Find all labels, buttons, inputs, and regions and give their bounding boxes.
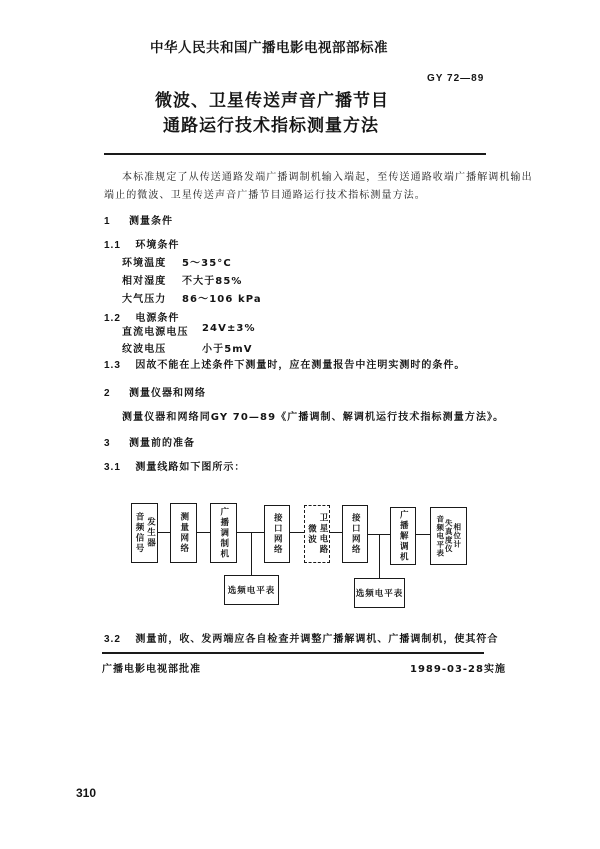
section-number: 2: [104, 388, 111, 399]
selective-level-meter-left: 选频电平表: [224, 575, 279, 605]
audio-signal-generator-box: [131, 503, 158, 563]
connector-line: [290, 532, 304, 533]
box-label: 音频电平表: [435, 514, 445, 558]
box-label: 相位计: [452, 523, 462, 549]
pressure-label: 大气压力: [122, 294, 167, 305]
section-3-1: [104, 458, 245, 473]
connector-line: [197, 532, 210, 533]
humidity-label: 相对湿度: [122, 276, 167, 287]
section-1-3: [104, 356, 465, 371]
box-label: 测量网络: [178, 512, 189, 554]
dc-voltage-label: 直流电源电压: [122, 327, 189, 338]
tap-line-right: [379, 534, 380, 578]
effective-date: 1989-03-28实施: [410, 664, 506, 675]
box-label: 发生器: [145, 517, 156, 549]
section-title: 测量条件: [129, 216, 174, 227]
section-1-2-heading: [104, 309, 179, 324]
broadcast-modulator-box: [210, 503, 237, 563]
section-3-heading: [104, 434, 195, 449]
box-label: 广播解调机: [398, 509, 409, 563]
section-number: 1.2: [104, 313, 121, 324]
connector-line: [416, 534, 430, 535]
document-title-line-2: 通路运行技术指标测量方法: [163, 116, 379, 136]
section-number: 3.1: [104, 462, 121, 473]
section-title: 测量前的准备: [129, 438, 196, 449]
section-title: 测量仪器和网络: [129, 388, 207, 399]
section-2-text: 测量仪器和网络同GY 70—89《广播调制、解调机运行技术指标测量方法》。: [122, 412, 505, 423]
section-number: 1: [104, 216, 111, 227]
intro-line-2: 端止的微波、卫星传送声音广播节目通路运行技术指标测量方法。: [104, 190, 426, 201]
env-temp-label: 环境温度: [122, 258, 167, 269]
box-label: 卫星电路: [318, 513, 328, 555]
bottom-divider: [102, 652, 484, 654]
selective-level-meter-right: 选频电平表: [354, 578, 405, 608]
env-temp-value: 5～35°C: [182, 258, 232, 269]
broadcast-demodulator-box: [390, 507, 416, 565]
box-label: 接口网络: [272, 513, 283, 555]
page-number: 310: [76, 786, 97, 800]
section-text: 测量前，收、发两端应各自检查并调整广播解调机、广播调制机，使其符合: [135, 634, 499, 645]
top-divider: [104, 153, 486, 155]
pressure-value: 86～106 kPa: [182, 294, 262, 305]
section-2-heading: [104, 384, 206, 399]
section-title: 环境条件: [135, 240, 180, 251]
standard-code: GY 72—89: [427, 73, 485, 84]
section-number: 3.2: [104, 634, 121, 645]
connector-line: [330, 532, 342, 533]
box-label: 广播调制机: [218, 506, 229, 560]
section-number: 1.1: [104, 240, 121, 251]
section-text: 因故不能在上述条件下测量时，应在测量报告中注明实测时的条件。: [135, 360, 466, 371]
ripple-voltage-value: 小于5mV: [202, 344, 253, 355]
section-1-heading: [104, 212, 173, 227]
interface-network-box-1: [264, 505, 290, 563]
box-label: 接口网络: [350, 513, 361, 555]
section-3-2: [104, 630, 498, 645]
interface-network-box-2: [342, 505, 368, 563]
dc-voltage-value: 24V±3%: [202, 323, 256, 334]
box-label: 音频信号: [134, 512, 144, 554]
microwave-satellite-circuit-box: [304, 505, 330, 563]
audio-meters-box: [430, 507, 467, 565]
section-1-1-heading: [104, 236, 179, 251]
section-text: 测量线路如下图所示：: [135, 462, 246, 473]
document-title-line-1: 微波、卫星传送声音广播节目: [155, 91, 389, 111]
section-title: 电源条件: [135, 313, 180, 324]
ripple-voltage-label: 纹波电压: [122, 344, 167, 355]
section-number: 3: [104, 438, 111, 449]
connector-line: [157, 532, 170, 533]
humidity-value: 不大于85%: [182, 276, 243, 287]
tap-line-left: [251, 532, 252, 575]
box-label: 失真度仪: [444, 519, 454, 553]
issuing-authority: 中华人民共和国广播电影电视部部标准: [150, 40, 388, 56]
section-number: 1.3: [104, 360, 121, 371]
box-label: 微波: [306, 523, 317, 545]
approval-authority: 广播电影电视部批准: [102, 664, 201, 675]
measurement-network-box: [170, 503, 197, 563]
intro-line-1: 本标准规定了从传送通路发端广播调制机输入端起，至传送通路收端广播解调机输出: [122, 172, 533, 183]
